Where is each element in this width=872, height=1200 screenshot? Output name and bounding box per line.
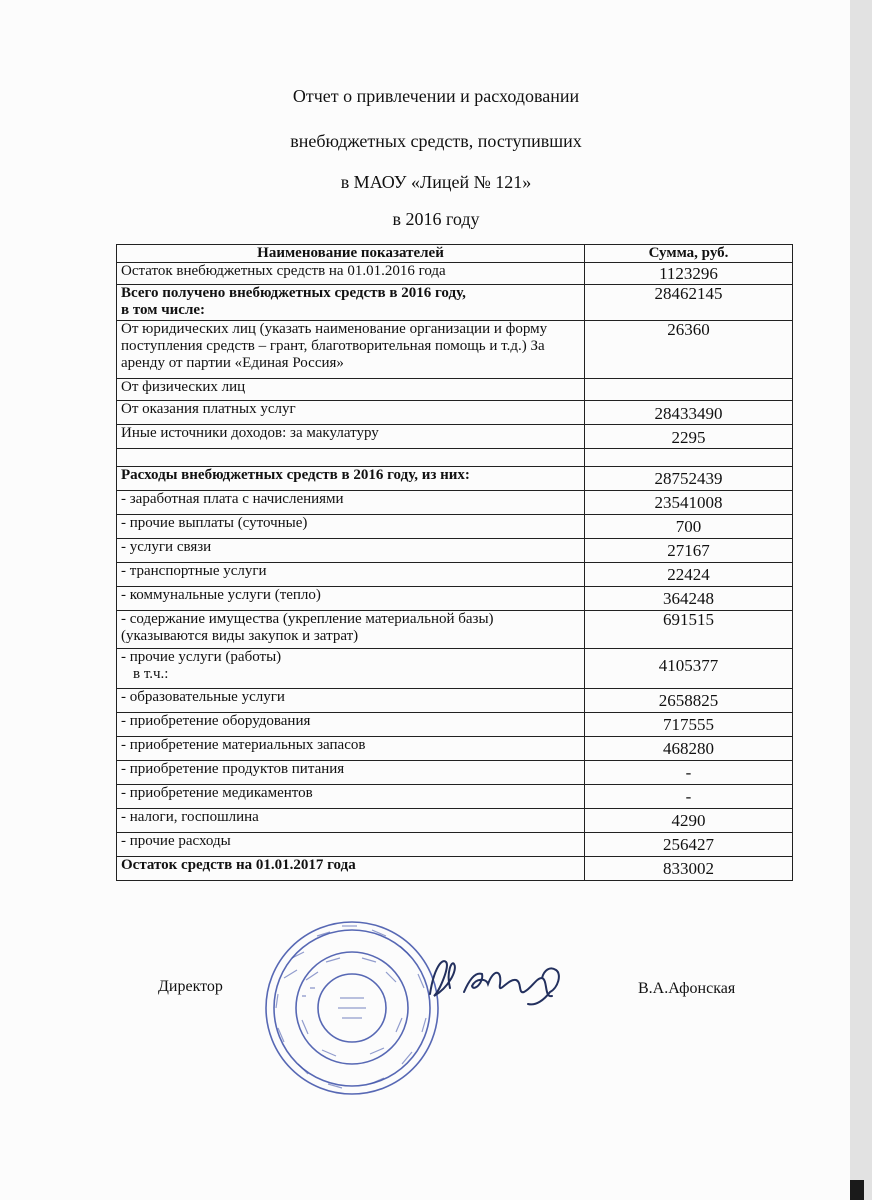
table-row-legal-entities xyxy=(117,321,793,379)
table-row-closing-balance xyxy=(117,857,793,881)
row-label: - приобретение продуктов питания xyxy=(117,761,585,785)
table-row-individuals xyxy=(117,379,793,401)
report-title-line-1: Отчет о привлечении и расходовании xyxy=(292,86,580,106)
row-value: 28752439 xyxy=(585,467,793,491)
table-row-property xyxy=(117,611,793,649)
row-value: 2295 xyxy=(585,425,793,449)
report-title-line-2: внебюджетных средств, поступивших xyxy=(290,131,582,151)
row-value: 27167 xyxy=(585,539,793,563)
report-title-line-4: в 2016 году xyxy=(392,209,480,229)
row-label: - содержание имущества (укрепление материальной базы) (указываются виды закупок и затрат) xyxy=(117,611,585,649)
header-indicator-name: Наименование показателей xyxy=(117,245,585,263)
director-label: Директор xyxy=(158,978,223,995)
row-value: 22424 xyxy=(585,563,793,587)
row-label: - прочие выплаты (суточные) xyxy=(117,515,585,539)
table-row-educational xyxy=(117,689,793,713)
row-label xyxy=(117,449,585,467)
table-row-total-received xyxy=(117,285,793,321)
table-row-empty xyxy=(117,449,793,467)
report-title-line-3: в МАОУ «Лицей № 121» xyxy=(340,172,532,192)
director-signature xyxy=(424,948,584,1008)
row-value: 717555 xyxy=(585,713,793,737)
table-row-other-income xyxy=(117,425,793,449)
row-label-main: - прочие услуги (работы) xyxy=(121,649,282,665)
row-value: 364248 xyxy=(585,587,793,611)
row-label: Всего получено внебюджетных средств в 2016 году, в том числе: xyxy=(117,285,585,321)
row-value: 833002 xyxy=(585,857,793,881)
row-value: - xyxy=(585,761,793,785)
table-row-food xyxy=(117,761,793,785)
row-label: - приобретение медикаментов xyxy=(117,785,585,809)
table-row-taxes xyxy=(117,809,793,833)
row-label: - транспортные услуги xyxy=(117,563,585,587)
row-value: 700 xyxy=(585,515,793,539)
row-label: Иные источники доходов: за макулатуру xyxy=(117,425,585,449)
row-label: Расходы внебюджетных средств в 2016 году, из них: xyxy=(117,467,585,491)
table-row-utilities xyxy=(117,587,793,611)
row-value: 2658825 xyxy=(585,689,793,713)
table-row-total-expenses xyxy=(117,467,793,491)
table-row-salary xyxy=(117,491,793,515)
table-header-row xyxy=(117,245,793,263)
header-sum: Сумма, руб. xyxy=(585,245,793,263)
row-label: - прочие расходы xyxy=(117,833,585,857)
table-row-transport xyxy=(117,563,793,587)
scan-corner-mark xyxy=(850,1180,864,1200)
row-label: От физических лиц xyxy=(117,379,585,401)
table-row-other-payments xyxy=(117,515,793,539)
row-label-sub: в т.ч.: xyxy=(133,666,169,682)
official-stamp xyxy=(262,918,442,1098)
row-value: 23541008 xyxy=(585,491,793,515)
row-value: 468280 xyxy=(585,737,793,761)
row-value: 4290 xyxy=(585,809,793,833)
row-label: От оказания платных услуг xyxy=(117,401,585,425)
table-row-other-expenses xyxy=(117,833,793,857)
row-value: 256427 xyxy=(585,833,793,857)
row-value xyxy=(585,449,793,467)
row-value: 28433490 xyxy=(585,401,793,425)
row-value: 691515 xyxy=(585,611,793,649)
row-label xyxy=(117,649,585,689)
table-row-communications xyxy=(117,539,793,563)
signature-block xyxy=(0,968,872,1088)
row-value: - xyxy=(585,785,793,809)
row-label: От юридических лиц (указать наименование организации и форму поступления средств – грант, благотворительная помощь и т.д.) За аренду от партии «Единая Россия» xyxy=(117,321,585,379)
row-value xyxy=(585,379,793,401)
row-label: Остаток внебюджетных средств на 01.01.2016 года xyxy=(117,263,585,285)
report-table xyxy=(116,244,793,881)
row-value: 28462145 xyxy=(585,285,793,321)
row-label: - приобретение материальных запасов xyxy=(117,737,585,761)
table-row-paid-services xyxy=(117,401,793,425)
table-row-materials xyxy=(117,737,793,761)
row-label: - образовательные услуги xyxy=(117,689,585,713)
row-label: - услуги связи xyxy=(117,539,585,563)
director-name: В.А.Афонская xyxy=(638,980,736,997)
row-label: - коммунальные услуги (тепло) xyxy=(117,587,585,611)
row-label: - налоги, госпошлина xyxy=(117,809,585,833)
table-row-opening-balance xyxy=(117,263,793,285)
row-label: - заработная плата с начислениями xyxy=(117,491,585,515)
table-row-medicines xyxy=(117,785,793,809)
table-row-equipment xyxy=(117,713,793,737)
row-label: Остаток средств на 01.01.2017 года xyxy=(117,857,585,881)
row-value: 1123296 xyxy=(585,263,793,285)
table-row-other-services xyxy=(117,649,793,689)
row-label: - приобретение оборудования xyxy=(117,713,585,737)
row-value: 26360 xyxy=(585,321,793,379)
row-value: 4105377 xyxy=(585,649,793,689)
